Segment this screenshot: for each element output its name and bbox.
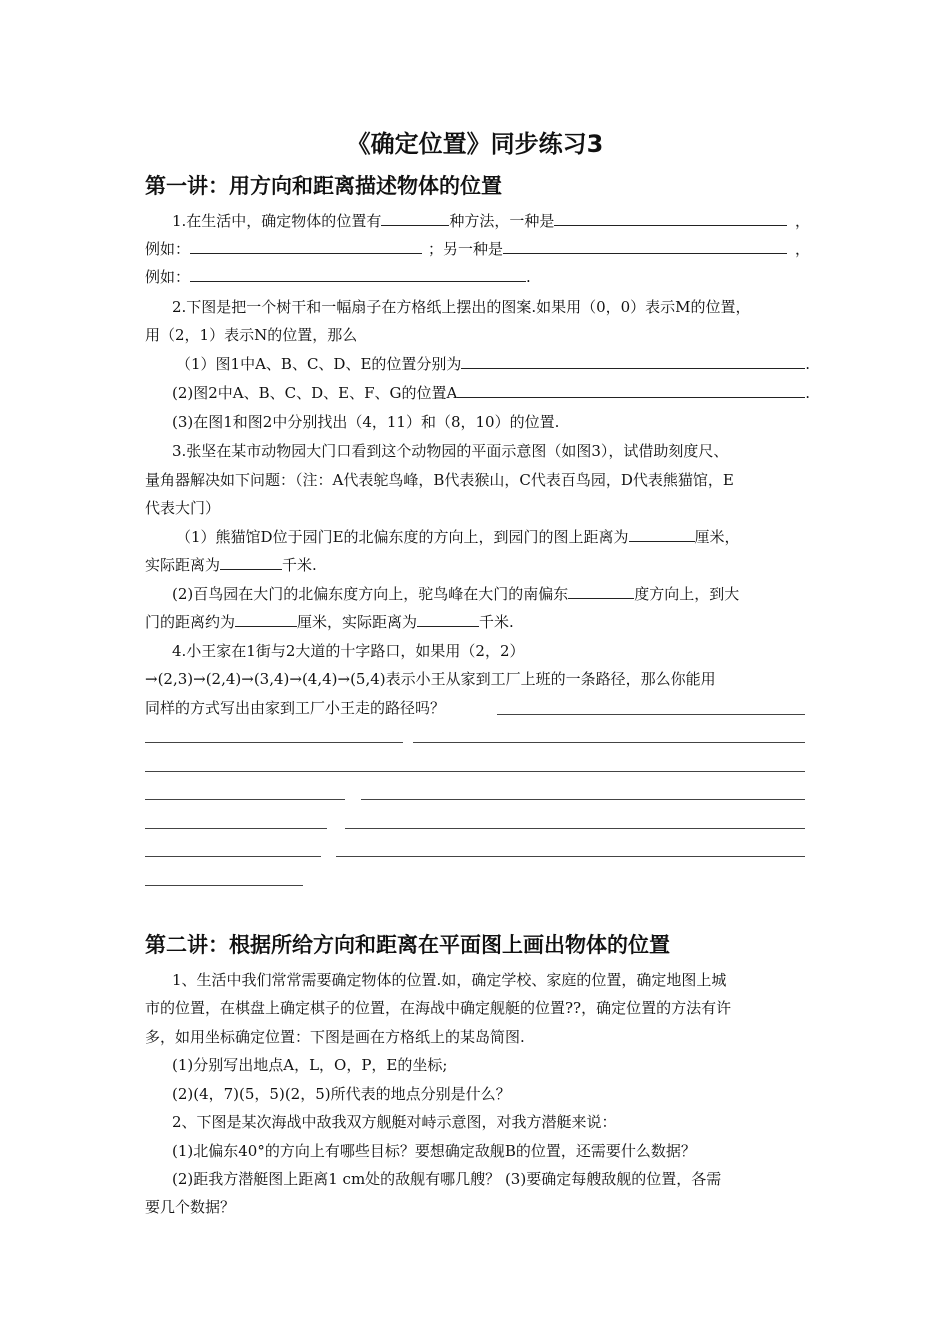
q1-text-c: ， (794, 212, 810, 230)
page-title: 《确定位置》同步练习3 (346, 130, 604, 158)
q3-sub1-blank-actual[interactable] (220, 551, 282, 570)
q4-answer-line[interactable] (336, 856, 805, 857)
l2-q2-sub3: 要几个数据？ (145, 1198, 236, 1216)
l2-q1-line3: 多，如用坐标确定位置：下图是画在方格纸上的某岛简图. (145, 1028, 525, 1046)
q4-answer-line[interactable] (145, 799, 345, 800)
q1-line2 (145, 235, 810, 263)
l2-q2-sub1: (1)北偏东40°的方向上有哪些目标？要想确定敌舰B的位置，还需要什么数据？ (172, 1142, 696, 1160)
q1-blank-example2[interactable] (190, 263, 526, 282)
q3-sub2-distance-label: 门的距离约为 (145, 613, 236, 631)
q3-sub2-actual-label: 厘米，实际距离为 (297, 613, 418, 631)
q4-line3 (145, 694, 810, 722)
q1-text-comma: ， (794, 240, 810, 258)
q2-sub1-blank[interactable] (461, 350, 805, 369)
q4-question: 同样的方式写出由家到工厂小王走的路径吗？ (145, 699, 446, 717)
l2-q2-sub2: (2)距我方潜艇图上距离1 cm处的敌舰有哪几艘？ (3)要确定每艘敌舰的位置，各需 (172, 1170, 722, 1188)
q4-answer-line[interactable] (145, 856, 321, 857)
l2-q1-line2: 市的位置，在棋盘上确定棋子的位置，在海战中确定舰艇的位置??，确定位置的方法有许 (145, 999, 732, 1017)
lecture2-heading: 第二讲：根据所给方向和距离在平面图上画出物体的位置 (145, 933, 670, 957)
q1-text-period: . (526, 268, 531, 286)
q2-sub1-end: . (805, 355, 810, 373)
q3-sub2-blank-distance[interactable] (235, 608, 297, 627)
q3-sub1-actual-label: 实际距离为 (145, 556, 221, 574)
q3-sub2-blank-angle[interactable] (568, 580, 634, 599)
q4-line2: →(2,3)→(2,4)→(3,4)→(4,4)→(5,4)表示小王从家到工厂上班的一条路径，那么你能用 (145, 670, 716, 688)
q4-answer-line[interactable] (145, 771, 805, 772)
q3-sub1-line1 (176, 523, 810, 551)
q2-sub2-text: (2)图2中A、B、C、D、E、F、G的位置A (172, 384, 458, 402)
q1-text-other: ；另一种是 (428, 240, 504, 258)
q1-example-label: 例如： (145, 240, 191, 258)
q2-sub2-blank[interactable] (457, 379, 805, 398)
q1-line3 (145, 263, 810, 291)
q1-blank-method2[interactable] (503, 235, 787, 254)
q4-answer-line[interactable] (145, 885, 303, 886)
q4-answer-line[interactable] (413, 742, 805, 743)
q3-sub2-blank-actual[interactable] (417, 608, 479, 627)
q1-line1 (172, 207, 810, 235)
q1-text-a: 1.在生活中，确定物体的位置有 (172, 212, 382, 230)
q4-answer-line[interactable] (361, 799, 805, 800)
q1-blank-method1[interactable] (554, 207, 787, 226)
q2-line1: 2.下图是把一个树干和一幅扇子在方格纸上摆出的图案.如果用（0，0）表示M的位置， (172, 298, 751, 316)
q4-answer-line[interactable] (497, 714, 805, 715)
q4-answer-line[interactable] (345, 828, 805, 829)
lecture1-heading: 第一讲：用方向和距离描述物体的位置 (145, 174, 502, 198)
q3-sub1-line2 (145, 551, 810, 579)
q3-sub1-blank-distance[interactable] (629, 523, 695, 542)
q2-sub2-end: . (805, 384, 810, 402)
q3-sub1-unit: 厘米， (694, 528, 740, 546)
q2-sub3: (3)在图1和图2中分别找出（4，11）和（8，10）的位置. (172, 413, 560, 431)
l2-q1-sub1: (1)分别写出地点A，L，O，P，E的坐标; (172, 1056, 448, 1074)
q4-answer-line[interactable] (145, 828, 327, 829)
q2-sub2 (172, 379, 810, 407)
l2-q1-line1: 1、生活中我们常常需要确定物体的位置.如，确定学校、家庭的位置，确定地图上城 (172, 971, 727, 989)
q3-sub1-km: 千米. (282, 556, 317, 574)
q4-answer-line[interactable] (145, 742, 403, 743)
q1-example2-label: 例如： (145, 268, 191, 286)
q3-sub2-line2 (145, 608, 810, 636)
l2-q2-line1: 2、下图是某次海战中敌我双方舰艇对峙示意图，对我方潜艇来说： (172, 1113, 617, 1131)
q3-line1: 3.张坚在某市动物园大门口看到这个动物园的平面示意图（如图3），试借助刻度尺、 (172, 442, 729, 460)
q2-sub1 (176, 350, 810, 378)
q3-line3: 代表大门） (145, 499, 221, 517)
q3-sub1-text: （1）熊猫馆D位于园门E的北偏东度的方向上，到园门的图上距离为 (176, 528, 629, 546)
q3-sub2-line1 (172, 580, 810, 608)
q3-sub2-text-b: 度方向上，到大 (634, 585, 740, 603)
q2-sub1-text: （1）图1中A、B、C、D、E的位置分别为 (176, 355, 462, 373)
q4-line1: 4.小王家在1街与2大道的十字路口，如果用（2，2） (172, 642, 525, 660)
q1-blank-count[interactable] (381, 207, 449, 226)
q3-sub2-text: (2)百鸟园在大门的北偏东度方向上，驼鸟峰在大门的南偏东 (172, 585, 569, 603)
q1-blank-example1[interactable] (190, 235, 422, 254)
q3-sub2-km: 千米. (479, 613, 514, 631)
q2-line2: 用（2，1）表示N的位置，那么 (145, 326, 358, 344)
q1-text-b: 种方法，一种是 (449, 212, 555, 230)
l2-q1-sub2: (2)(4，7)(5，5)(2，5)所代表的地点分别是什么？ (172, 1085, 511, 1103)
q3-line2: 量角器解决如下问题：（注：A代表鸵鸟峰，B代表猴山，C代表百鸟园，D代表熊猫馆，E (145, 471, 734, 489)
